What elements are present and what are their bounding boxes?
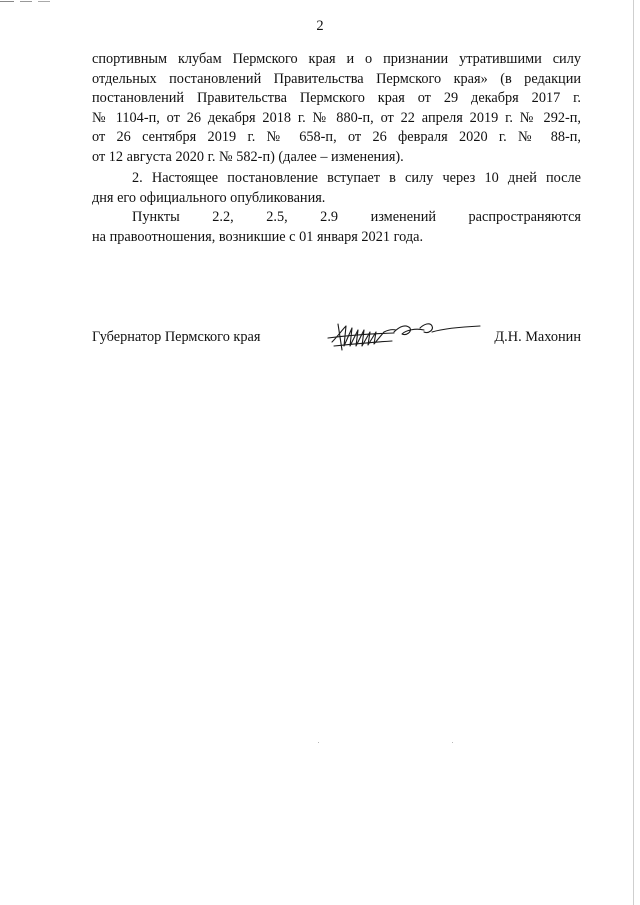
text-line: № 1104-п, от 26 декабря 2018 г. № 880-п, от 22 апреля 2019 г. № 292-п,: [92, 109, 581, 126]
scan-artifact: [0, 0, 60, 4]
text-line: Пункты 2.2, 2.5, 2.9 изменений распространяются: [132, 209, 581, 225]
text-line: постановлений Правительства Пермского края от 29 декабря 2017 г.: [92, 90, 581, 107]
text-line: от 26 сентября 2019 г. № 658-п, от 26 февраля 2020 г. № 88-п,: [92, 129, 581, 146]
paragraph-effective-date: [92, 169, 581, 208]
scan-speck: [318, 742, 319, 743]
text-line: дня его официального опубликования.: [92, 189, 326, 206]
paragraph-continuation: [92, 50, 581, 168]
scan-speck: [452, 742, 453, 743]
page-number: 2: [316, 18, 324, 34]
handwritten-signature: [324, 316, 484, 356]
paragraph-applicability: [92, 208, 581, 247]
text-line: от 12 августа 2020 г. № 582-п) (далее – изменения).: [92, 148, 404, 165]
signatory-name: Д.Н. Махонин: [494, 329, 581, 345]
signatory-title: Губернатор Пермского края: [92, 329, 261, 345]
text-line: спортивным клубам Пермского края и о признании утратившими силу: [92, 51, 581, 67]
text-line: 2. Настоящее постановление вступает в силу через 10 дней после: [132, 170, 581, 186]
signature-block: [92, 324, 581, 354]
text-line: на правоотношения, возникшие с 01 января 2021 года.: [92, 228, 424, 245]
text-line: отдельных постановлений Правительства Пермского края» (в редакции: [92, 70, 581, 87]
scan-edge: [633, 0, 634, 905]
